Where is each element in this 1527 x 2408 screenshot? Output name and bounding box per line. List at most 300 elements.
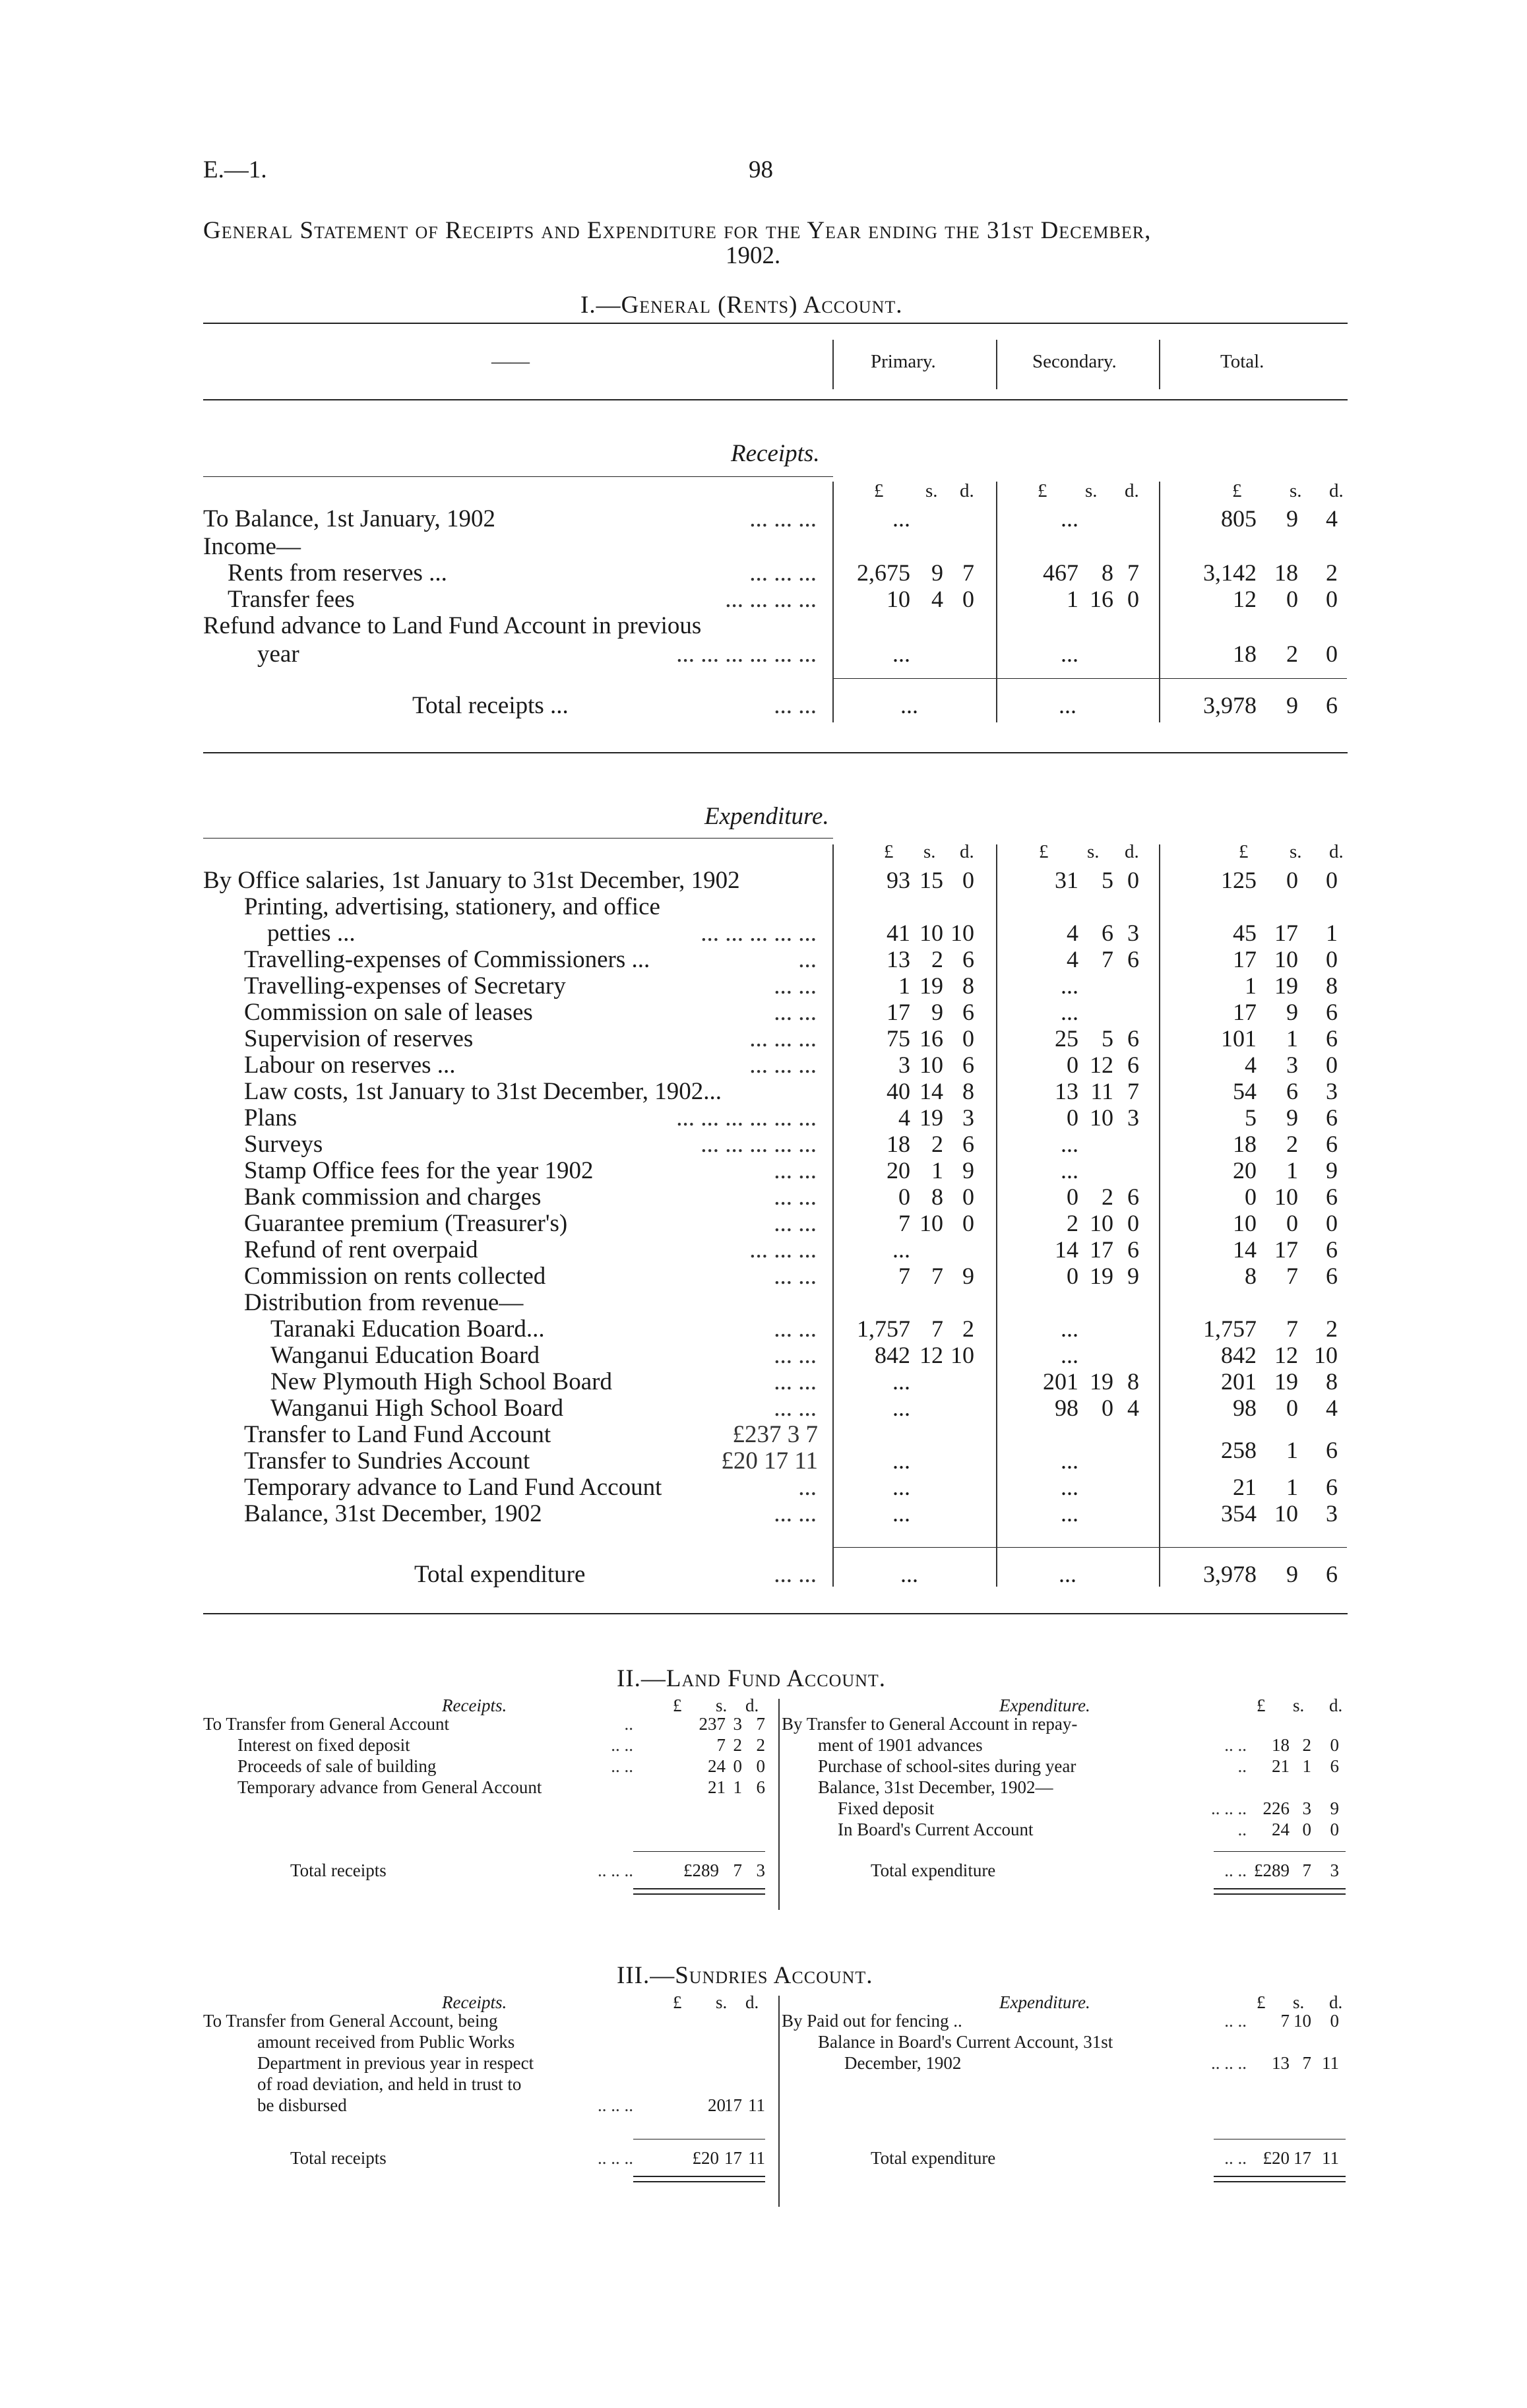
expenditure-total-pence: 6 [1326, 1474, 1338, 1500]
expenditure-secondary-pounds: ... [1061, 1131, 1078, 1157]
s3-total-expenditure-label: Total expenditure [871, 2148, 996, 2168]
receipt-secondary-pence: 0 [1127, 586, 1139, 612]
receipt-primary-shillings: 4 [931, 586, 943, 612]
s2-total-expenditure-shillings: 7 [1302, 1860, 1311, 1880]
expenditure-secondary-shillings: 7 [1102, 946, 1113, 972]
s2-receipt-label: To Transfer from General Account [203, 1714, 450, 1734]
section-title-sundries: III.—Sundries Account. [617, 1962, 873, 1989]
expenditure-primary-pence: 6 [962, 1131, 974, 1157]
s3-expenditure-pence: 0 [1330, 2011, 1339, 2031]
expenditure-total-pounds: 20 [1233, 1157, 1257, 1184]
s2-expenditure-leader: .. [1237, 1820, 1247, 1839]
s3-expenditure-pounds: 7 [1280, 2011, 1290, 2031]
expenditure-primary-pounds: 18 [887, 1131, 910, 1157]
s2-total-receipts-leader: .. .. .. [598, 1860, 633, 1880]
s3-total-receipts-pence: 11 [748, 2148, 765, 2168]
s2-receipt-pounds: 237 [699, 1714, 726, 1734]
receipt-leader: ... ... ... [749, 559, 817, 586]
expenditure-total-pence: 10 [1314, 1342, 1338, 1368]
expenditure-primary-pounds: 1,757 [857, 1315, 910, 1342]
expenditure-total-pence: 6 [1326, 999, 1338, 1025]
expenditure-leader: ... [798, 1474, 817, 1501]
receipt-label: Rents from reserves ... [228, 559, 447, 586]
expenditure-primary-shillings: 14 [919, 1078, 943, 1104]
s2-expenditure-shillings: 2 [1302, 1735, 1311, 1755]
s3-expenditure-shillings: 7 [1302, 2053, 1311, 2073]
s3-total-expenditure-shillings: 17 [1293, 2148, 1311, 2168]
s3-money-head-right-s: s. [1293, 1992, 1305, 2012]
expenditure-total-shillings: 9 [1286, 999, 1298, 1025]
s2-money-head-left-l: £ [673, 1695, 682, 1715]
expenditure-label: Wanganui High School Board [270, 1395, 564, 1422]
s3-total-receipts-leader: .. .. .. [598, 2148, 633, 2168]
s2-receipt-label: Interest on fixed deposit [237, 1735, 410, 1755]
expenditure-secondary-shillings: 0 [1102, 1395, 1113, 1421]
expenditure-label: Travelling-expenses of Secretary [244, 972, 566, 999]
s2-expenditure-label: In Board's Current Account [838, 1820, 1034, 1839]
money-head-secondary-s: s. [1085, 480, 1098, 501]
expenditure-secondary-pounds: 0 [1067, 1263, 1078, 1289]
expenditure-total-shillings: 1 [1286, 1157, 1298, 1184]
s3-expenditure-label: By Paid out for fencing .. [782, 2011, 962, 2031]
expenditure-primary-pounds: ... [892, 1447, 910, 1474]
expenditure-total-pounds: 10 [1233, 1210, 1257, 1236]
expenditure-label: Refund of rent overpaid [244, 1236, 478, 1263]
s2-expenditure-pence: 0 [1330, 1735, 1339, 1755]
expenditure-secondary-shillings: 19 [1090, 1263, 1113, 1289]
s3-total-expenditure-pounds: £20 [1262, 2148, 1290, 2168]
s2-expenditure-pence: 6 [1330, 1756, 1339, 1776]
receipt-label: year [257, 641, 299, 668]
s3-expenditure-shillings: 10 [1293, 2011, 1311, 2031]
expenditure-primary-pounds: ... [892, 1395, 910, 1421]
expenditure-primary-pence: 0 [962, 1184, 974, 1210]
s3-expenditure-label: December, 1902 [844, 2053, 962, 2073]
expenditure-leader: ... ... ... ... ... ... [676, 1104, 817, 1131]
s3-total-receipts-pounds: £20 [692, 2148, 719, 2168]
expenditure-total-shillings: 17 [1274, 1236, 1298, 1263]
expenditure-total-pounds: 21 [1233, 1474, 1257, 1500]
expenditure-primary-pounds: ... [892, 1236, 910, 1263]
expenditure-secondary-shillings: 6 [1102, 920, 1113, 946]
expenditure-leader: £20 17 11 [721, 1447, 818, 1474]
expenditure-primary-shillings: 7 [931, 1315, 943, 1342]
s2-total-expenditure-pence: 3 [1330, 1860, 1339, 1880]
expenditure-total-pence: 6 [1326, 1236, 1338, 1263]
expenditure-primary-pounds: ... [892, 1500, 910, 1527]
expenditure-label: Surveys [244, 1131, 323, 1158]
s2-receipt-pence: 2 [756, 1735, 765, 1755]
receipt-label: To Balance, 1st January, 1902 [203, 505, 496, 532]
expenditure-total-pence: 9 [1326, 1157, 1338, 1184]
expenditure-primary-pence: 8 [962, 972, 974, 999]
total-expenditure-total-shillings: 9 [1286, 1561, 1298, 1587]
expenditure-secondary-pounds: 13 [1055, 1078, 1078, 1104]
s2-receipt-pounds: 7 [716, 1735, 726, 1755]
s3-expenditure-leader: .. .. .. [1211, 2053, 1247, 2073]
receipt-label: Income— [203, 533, 301, 560]
s2-receipt-leader: .. .. [611, 1735, 633, 1755]
expenditure-secondary-pounds: 0 [1067, 1184, 1078, 1210]
section-title-land-fund: II.—Land Fund Account. [617, 1665, 887, 1692]
s3-money-head-left-d: d. [745, 1992, 759, 2012]
expenditure-total-pounds: 101 [1221, 1025, 1257, 1052]
expenditure-total-pounds: 14 [1233, 1236, 1257, 1263]
expenditure-secondary-shillings: 19 [1090, 1368, 1113, 1395]
s3-money-head-left-s: s. [716, 1992, 728, 2012]
expenditure-primary-pence: 6 [962, 1052, 974, 1078]
expenditure-primary-pounds: 93 [887, 867, 910, 893]
expenditure-primary-pounds: 75 [887, 1025, 910, 1052]
expenditure-total-pence: 0 [1326, 946, 1338, 972]
expenditure-secondary-pounds: ... [1061, 999, 1078, 1025]
money-head-total-d: d. [1329, 480, 1344, 501]
expenditure-total-shillings: 1 [1286, 1437, 1298, 1463]
expenditure-primary-shillings: 12 [919, 1342, 943, 1368]
receipt-total-pounds: 18 [1233, 641, 1257, 667]
expenditure-secondary-pounds: ... [1061, 972, 1078, 999]
receipt-leader: ... ... ... [749, 505, 817, 532]
s2-expenditure-pounds: 18 [1272, 1735, 1290, 1755]
expenditure-primary-pounds: 13 [887, 946, 910, 972]
expenditure-leader: ... ... ... [749, 1052, 817, 1079]
expenditure-total-pounds: 258 [1221, 1437, 1257, 1463]
receipt-secondary-pounds: 467 [1043, 559, 1078, 586]
receipt-primary-pence: 0 [962, 586, 974, 612]
column-header-secondary: Secondary. [1032, 351, 1117, 372]
receipt-label: Refund advance to Land Fund Account in previous [203, 612, 702, 639]
receipt-total-pence: 2 [1326, 559, 1338, 586]
s2-receipt-pounds: 24 [708, 1756, 726, 1776]
expenditure-secondary-shillings: 17 [1090, 1236, 1113, 1263]
expenditure-total-pence: 2 [1326, 1315, 1338, 1342]
money-head-secondary-l: £ [1038, 480, 1047, 501]
expenditure-total-shillings: 3 [1286, 1052, 1298, 1078]
expenditure-total-shillings: 10 [1274, 1500, 1298, 1527]
receipt-secondary-pence: 7 [1127, 559, 1139, 586]
expenditure-total-pence: 4 [1326, 1395, 1338, 1421]
expenditure-leader: ... ... [774, 1263, 817, 1290]
s2-expenditure-label: Fixed deposit [838, 1798, 935, 1818]
expenditure-leader: ... ... [774, 1184, 817, 1211]
expenditure-secondary-pounds: 14 [1055, 1236, 1078, 1263]
s3-receipt-label: To Transfer from General Account, being [203, 2011, 498, 2031]
total-receipts-leader: ... ... [774, 692, 817, 719]
expenditure-total-pounds: 354 [1221, 1500, 1257, 1527]
expenditure-secondary-pounds: 0 [1067, 1052, 1078, 1078]
expenditure-secondary-pence: 7 [1127, 1078, 1139, 1104]
expenditure-secondary-pounds: ... [1061, 1315, 1078, 1342]
receipt-total-shillings: 2 [1286, 641, 1298, 667]
expenditure-primary-shillings: 8 [931, 1184, 943, 1210]
s2-receipt-pence: 7 [756, 1714, 765, 1734]
expenditure-primary-pounds: 0 [898, 1184, 910, 1210]
expenditure-primary-pounds: 7 [898, 1210, 910, 1236]
expenditure-total-shillings: 1 [1286, 1474, 1298, 1500]
expenditure-total-pounds: 842 [1221, 1342, 1257, 1368]
s2-expenditure-pence: 0 [1330, 1820, 1339, 1839]
s3-expenditure-pounds: 13 [1272, 2053, 1290, 2073]
expenditure-secondary-pounds: 25 [1055, 1025, 1078, 1052]
receipt-primary-pounds: 2,675 [857, 559, 910, 586]
s2-money-head-right-d: d. [1329, 1695, 1343, 1715]
expenditure-secondary-pounds: ... [1061, 1157, 1078, 1184]
expenditure-total-pounds: 45 [1233, 920, 1257, 946]
expenditure-label: Law costs, 1st January to 31st December, 1902... [244, 1078, 722, 1105]
expenditure-primary-pounds: 41 [887, 920, 910, 946]
expenditure-total-shillings: 1 [1286, 1025, 1298, 1052]
s2-expenditure-heading: Expenditure. [999, 1695, 1090, 1715]
s3-expenditure-leader: .. .. [1224, 2011, 1247, 2031]
receipt-secondary-shillings: 16 [1090, 586, 1113, 612]
expenditure-primary-pence: 9 [962, 1263, 974, 1289]
total-expenditure-secondary: ... [1059, 1561, 1076, 1587]
expenditure-primary-pence: 0 [962, 1210, 974, 1236]
expenditure-primary-pence: 10 [950, 920, 974, 946]
receipt-leader: ... ... ... ... [725, 586, 817, 613]
expenditure-label: Taranaki Education Board... [270, 1315, 545, 1343]
report-code: E.—1. [203, 156, 267, 183]
s2-expenditure-label: By Transfer to General Account in repay- [782, 1714, 1078, 1734]
s2-expenditure-shillings: 3 [1302, 1798, 1311, 1818]
receipt-total-pence: 0 [1326, 586, 1338, 612]
expenditure-primary-pence: 8 [962, 1078, 974, 1104]
expenditure-secondary-pence: 8 [1127, 1368, 1139, 1395]
money-head-primary-d: d. [960, 480, 974, 501]
expenditure-primary-shillings: 19 [919, 972, 943, 999]
expenditure-label: Wanganui Education Board [270, 1342, 540, 1369]
receipt-label: Transfer fees [228, 586, 355, 613]
receipt-secondary-pounds: ... [1061, 505, 1078, 532]
s2-receipt-label: Proceeds of sale of building [237, 1756, 437, 1776]
expenditure-total-pounds: 8 [1245, 1263, 1257, 1289]
expenditure-total-shillings: 17 [1274, 920, 1298, 946]
expenditure-total-pounds: 1 [1245, 972, 1257, 999]
s3-receipt-pounds: 20 [708, 2095, 726, 2115]
expenditure-label: Balance, 31st December, 1902 [244, 1500, 542, 1527]
s2-expenditure-label: ment of 1901 advances [818, 1735, 983, 1755]
exp-money-head-total-s: s. [1290, 841, 1302, 862]
expenditure-label: Distribution from revenue— [244, 1289, 524, 1316]
expenditure-secondary-pounds: 4 [1067, 920, 1078, 946]
expenditure-leader: ... ... [774, 1368, 817, 1395]
total-receipts-secondary: ... [1059, 692, 1076, 718]
total-expenditure-total-pence: 6 [1326, 1561, 1338, 1587]
s2-total-receipts-shillings: 7 [733, 1860, 742, 1880]
expenditure-leader: ... ... [774, 972, 817, 999]
expenditure-label: Plans [244, 1104, 297, 1131]
total-expenditure-leader: ... ... [774, 1561, 817, 1588]
total-expenditure-label: Total expenditure [414, 1561, 586, 1588]
expenditure-primary-pence: 0 [962, 1025, 974, 1052]
expenditure-label: Transfer to Land Fund Account [244, 1421, 551, 1448]
expenditure-total-pounds: 98 [1233, 1395, 1257, 1421]
s2-expenditure-shillings: 1 [1302, 1756, 1311, 1776]
expenditure-total-pence: 0 [1326, 1210, 1338, 1236]
expenditure-secondary-pounds: 2 [1067, 1210, 1078, 1236]
receipt-total-pence: 4 [1326, 505, 1338, 532]
receipt-total-shillings: 9 [1286, 505, 1298, 532]
expenditure-leader: ... ... ... ... ... [701, 920, 817, 947]
s2-receipt-label: Temporary advance from General Account [237, 1777, 542, 1797]
exp-money-head-total-d: d. [1329, 841, 1344, 862]
expenditure-primary-shillings: 1 [931, 1157, 943, 1184]
receipt-total-pence: 0 [1326, 641, 1338, 667]
receipt-primary-pounds: ... [892, 641, 910, 667]
expenditure-secondary-pence: 6 [1127, 946, 1139, 972]
expenditure-secondary-pounds: 98 [1055, 1395, 1078, 1421]
receipt-total-pounds: 805 [1221, 505, 1257, 532]
expenditure-heading: Expenditure. [704, 803, 829, 830]
s2-receipt-pence: 0 [756, 1756, 765, 1776]
s3-receipt-leader: .. .. .. [598, 2095, 633, 2115]
money-head-primary-l: £ [874, 480, 884, 501]
s2-expenditure-pounds: 24 [1272, 1820, 1290, 1839]
expenditure-label: Stamp Office fees for the year 1902 [244, 1157, 594, 1184]
exp-money-head-secondary-l: £ [1039, 841, 1049, 862]
expenditure-total-pence: 6 [1326, 1104, 1338, 1131]
s2-expenditure-label: Purchase of school-sites during year [818, 1756, 1076, 1776]
expenditure-leader: ... ... ... [749, 1025, 817, 1052]
total-expenditure-total-pounds: 3,978 [1203, 1561, 1257, 1587]
s2-receipt-shillings: 1 [733, 1777, 742, 1797]
receipt-primary-shillings: 9 [931, 559, 943, 586]
s2-expenditure-leader: .. .. .. [1211, 1798, 1247, 1818]
expenditure-total-pence: 8 [1326, 972, 1338, 999]
expenditure-primary-shillings: 10 [919, 1052, 943, 1078]
expenditure-label: Bank commission and charges [244, 1184, 542, 1211]
s3-expenditure-heading: Expenditure. [999, 1992, 1090, 2012]
expenditure-label: Guarantee premium (Treasurer's) [244, 1210, 568, 1237]
s3-money-head-right-d: d. [1329, 1992, 1343, 2012]
receipt-total-shillings: 18 [1274, 559, 1298, 586]
s3-total-receipts-shillings: 17 [724, 2148, 742, 2168]
expenditure-total-pence: 0 [1326, 1052, 1338, 1078]
s2-expenditure-label: Balance, 31st December, 1902— [818, 1777, 1053, 1797]
expenditure-leader: ... ... [774, 1210, 817, 1237]
expenditure-total-pounds: 4 [1245, 1052, 1257, 1078]
expenditure-secondary-shillings: 5 [1102, 1025, 1113, 1052]
expenditure-secondary-shillings: 5 [1102, 867, 1113, 893]
s3-money-head-right-l: £ [1257, 1992, 1266, 2012]
expenditure-label: petties ... [267, 920, 356, 947]
total-receipts-total-pence: 6 [1326, 692, 1338, 718]
expenditure-secondary-shillings: 11 [1090, 1078, 1113, 1104]
expenditure-total-pounds: 17 [1233, 999, 1257, 1025]
expenditure-total-pence: 8 [1326, 1368, 1338, 1395]
expenditure-primary-shillings: 15 [919, 867, 943, 893]
s3-total-expenditure-leader: .. .. [1224, 2148, 1247, 2168]
exp-money-head-primary-d: d. [960, 841, 974, 862]
s2-total-expenditure-label: Total expenditure [871, 1860, 996, 1880]
exp-money-head-secondary-d: d. [1125, 841, 1139, 862]
expenditure-primary-pence: 3 [962, 1104, 974, 1131]
expenditure-primary-shillings: 19 [919, 1104, 943, 1131]
s3-expenditure-label: Balance in Board's Current Account, 31st [818, 2032, 1113, 2052]
expenditure-total-shillings: 12 [1274, 1342, 1298, 1368]
expenditure-secondary-pounds: ... [1061, 1342, 1078, 1368]
receipt-leader: ... ... ... ... ... ... [676, 641, 817, 668]
expenditure-total-shillings: 19 [1274, 972, 1298, 999]
expenditure-primary-shillings: 10 [919, 920, 943, 946]
expenditure-total-pence: 1 [1326, 920, 1338, 946]
s2-receipts-heading: Receipts. [442, 1695, 507, 1715]
s2-expenditure-leader: .. [1237, 1756, 1247, 1776]
expenditure-primary-pounds: 3 [898, 1052, 910, 1078]
expenditure-leader: ... ... [774, 999, 817, 1026]
s3-receipt-shillings: 17 [724, 2095, 742, 2115]
expenditure-secondary-shillings: 10 [1090, 1210, 1113, 1236]
expenditure-leader: ... ... [774, 1342, 817, 1369]
s2-money-head-left-d: d. [745, 1695, 759, 1715]
s2-expenditure-shillings: 0 [1302, 1820, 1311, 1839]
receipt-secondary-pounds: 1 [1067, 586, 1078, 612]
expenditure-primary-shillings: 16 [919, 1025, 943, 1052]
expenditure-primary-shillings: 9 [931, 999, 943, 1025]
money-head-total-s: s. [1290, 480, 1302, 501]
s2-receipt-shillings: 2 [733, 1735, 742, 1755]
expenditure-total-pence: 0 [1326, 867, 1338, 893]
exp-money-head-secondary-s: s. [1087, 841, 1100, 862]
expenditure-primary-shillings: 2 [931, 946, 943, 972]
expenditure-primary-pounds: 1 [898, 972, 910, 999]
expenditure-total-pence: 6 [1326, 1263, 1338, 1289]
expenditure-label: Supervision of reserves [244, 1025, 474, 1052]
s2-total-receipts-label: Total receipts [290, 1860, 387, 1880]
expenditure-primary-pounds: ... [892, 1474, 910, 1500]
expenditure-secondary-pence: 6 [1127, 1052, 1139, 1078]
s2-expenditure-leader: .. .. [1224, 1735, 1247, 1755]
exp-money-head-primary-l: £ [884, 841, 894, 862]
money-head-total-l: £ [1232, 480, 1242, 501]
expenditure-secondary-pence: 6 [1127, 1184, 1139, 1210]
expenditure-leader: ... ... [774, 1315, 817, 1343]
expenditure-total-shillings: 10 [1274, 1184, 1298, 1210]
expenditure-total-pounds: 0 [1245, 1184, 1257, 1210]
expenditure-secondary-shillings: 12 [1090, 1052, 1113, 1078]
section-title-general-rents: I.—General (Rents) Account. [580, 292, 903, 319]
s3-total-expenditure-pence: 11 [1322, 2148, 1339, 2168]
receipt-total-pounds: 3,142 [1203, 559, 1257, 586]
s3-total-receipts-label: Total receipts [290, 2148, 387, 2168]
expenditure-leader: ... ... ... [749, 1236, 817, 1263]
expenditure-leader: ... ... [774, 1395, 817, 1422]
statement-title: General Statement of Receipts and Expenditure for the Year ending the 31st December, [203, 217, 1152, 244]
expenditure-label: Travelling-expenses of Commissioners ... [244, 946, 650, 973]
receipt-total-shillings: 0 [1286, 586, 1298, 612]
receipt-secondary-shillings: 8 [1102, 559, 1113, 586]
expenditure-label: New Plymouth High School Board [270, 1368, 612, 1395]
exp-money-head-total-l: £ [1239, 841, 1249, 862]
receipt-primary-pounds: 10 [887, 586, 910, 612]
s2-expenditure-pence: 9 [1330, 1798, 1339, 1818]
expenditure-primary-pounds: ... [892, 1368, 910, 1395]
s3-receipts-heading: Receipts. [442, 1992, 507, 2012]
expenditure-primary-pounds: 17 [887, 999, 910, 1025]
s3-money-head-left-l: £ [673, 1992, 682, 2012]
expenditure-primary-pence: 6 [962, 999, 974, 1025]
expenditure-total-pence: 6 [1326, 1131, 1338, 1157]
expenditure-secondary-pence: 6 [1127, 1025, 1139, 1052]
expenditure-secondary-pounds: 4 [1067, 946, 1078, 972]
column-header-blank: —— [491, 351, 530, 372]
s3-receipt-label: amount received from Public Works [257, 2032, 515, 2052]
expenditure-secondary-pounds: ... [1061, 1474, 1078, 1500]
expenditure-primary-pence: 10 [950, 1342, 974, 1368]
money-head-secondary-d: d. [1125, 480, 1139, 501]
s2-total-expenditure-leader: .. .. [1224, 1860, 1247, 1880]
expenditure-total-shillings: 2 [1286, 1131, 1298, 1157]
